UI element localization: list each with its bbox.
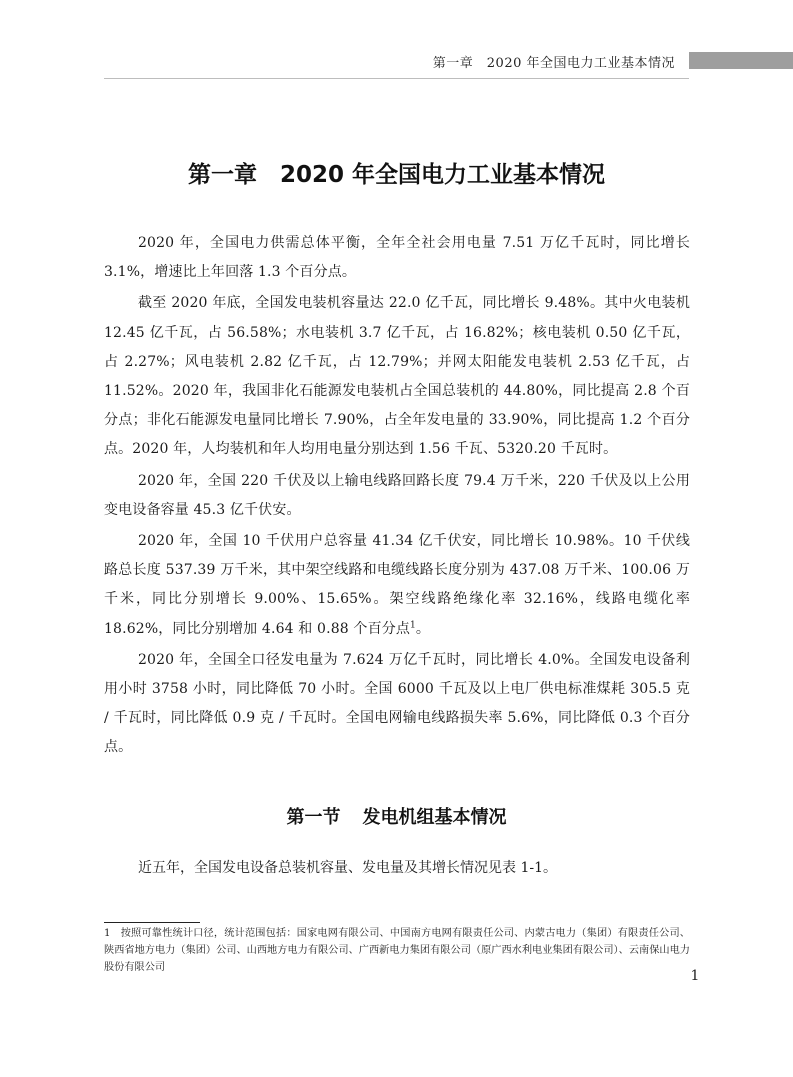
section-number: 第一节	[286, 807, 341, 828]
paragraph-text: 2020 年，全国 10 千伏用户总容量 41.34 亿千伏安，同比增长 10.98%。10 千伏线路总长度 537.39 万千米，其中架空线路和电缆线路长度分别为 437.08 万千米、100.06 万千米，同比分别增长 9.00%、15.65%。架空线路绝缘化率 32.16%，线路电缆化率 18.62%，同比分别增加 4.64 和 0.88 个百分点	[104, 533, 690, 637]
paragraph-2	[104, 289, 690, 464]
section-name: 发电机组基本情况	[362, 807, 507, 828]
running-header-title: 第一章 2020 年全国电力工业基本情况	[432, 56, 675, 71]
running-header-bar	[689, 52, 793, 69]
footnote-rule	[104, 922, 200, 923]
header-rule	[104, 78, 689, 79]
chapter-title: 第一章 2020 年全国电力工业基本情况	[187, 162, 606, 188]
footnote	[104, 925, 690, 976]
footnote-marker: 1	[104, 928, 111, 939]
paragraph-5	[104, 646, 690, 763]
footnote-reference[interactable]: 1	[410, 619, 416, 630]
paragraph-text: 2020 年，全国电力供需总体平衡，全年全社会用电量 7.51 万亿千瓦时，同比增长 3.1%，增速比上年回落 1.3 个百分点。	[104, 235, 690, 281]
paragraph-tail: 。	[415, 620, 431, 637]
running-header	[0, 50, 793, 72]
body-text	[104, 229, 690, 765]
section-title	[0, 803, 793, 829]
section-intro: 近五年，全国发电设备总装机容量、发电量及其增长情况见表 1-1。	[138, 860, 557, 876]
footnote-text: 按照可靠性统计口径，统计范围包括：国家电网有限公司、中国南方电网有限责任公司、内蒙古电力（集团）有限责任公司、陕西省地方电力（集团）公司、山西地方电力有限公司、广西新电力集团有限公司（原广西水利电业集团有限公司）、云南保山电力股份有限公司	[104, 928, 690, 973]
paragraph-text: 截至 2020 年底，全国发电装机容量达 22.0 亿千瓦，同比增长 9.48%。其中火电装机 12.45 亿千瓦，占 56.58%；水电装机 3.7 亿千瓦，占 16.82%；核电装机 0.50 亿千瓦，占 2.27%；风电装机 2.82 亿千瓦，占 12.79%；并网太阳能发电装机 2.53 亿千瓦，占 11.52%。2020 年，我国非化石能源发电装机占全国总装机的 44.80%，同比提高 2.8 个百分点；非化石能源发电量同比增长 7.90%，占全年发电量的 33.90%，同比提高 1.2 个百分点。2020 年，人均装机和年人均用电量分别达到 1.56 千瓦、5320.20 千瓦时。	[104, 295, 690, 458]
paragraph-4	[104, 527, 690, 644]
paragraph-text: 2020 年，全国全口径发电量为 7.624 万亿千瓦时，同比增长 4.0%。全国发电设备利用小时 3758 小时，同比降低 70 小时。全国 6000 千瓦及以上电厂供电标准煤耗 305.5 克 / 千瓦时，同比降低 0.9 克 / 千瓦时。全国电网输电线路损失率 5.6%，同比降低 0.3 个百分点。	[104, 651, 690, 756]
page-number: 1	[690, 968, 700, 984]
paragraph-1	[104, 229, 690, 287]
paragraph-3	[104, 467, 690, 525]
paragraph-text: 2020 年，全国 220 千伏及以上输电线路回路长度 79.4 万千米，220 千伏及以上公用变电设备容量 45.3 亿千伏安。	[104, 472, 690, 518]
